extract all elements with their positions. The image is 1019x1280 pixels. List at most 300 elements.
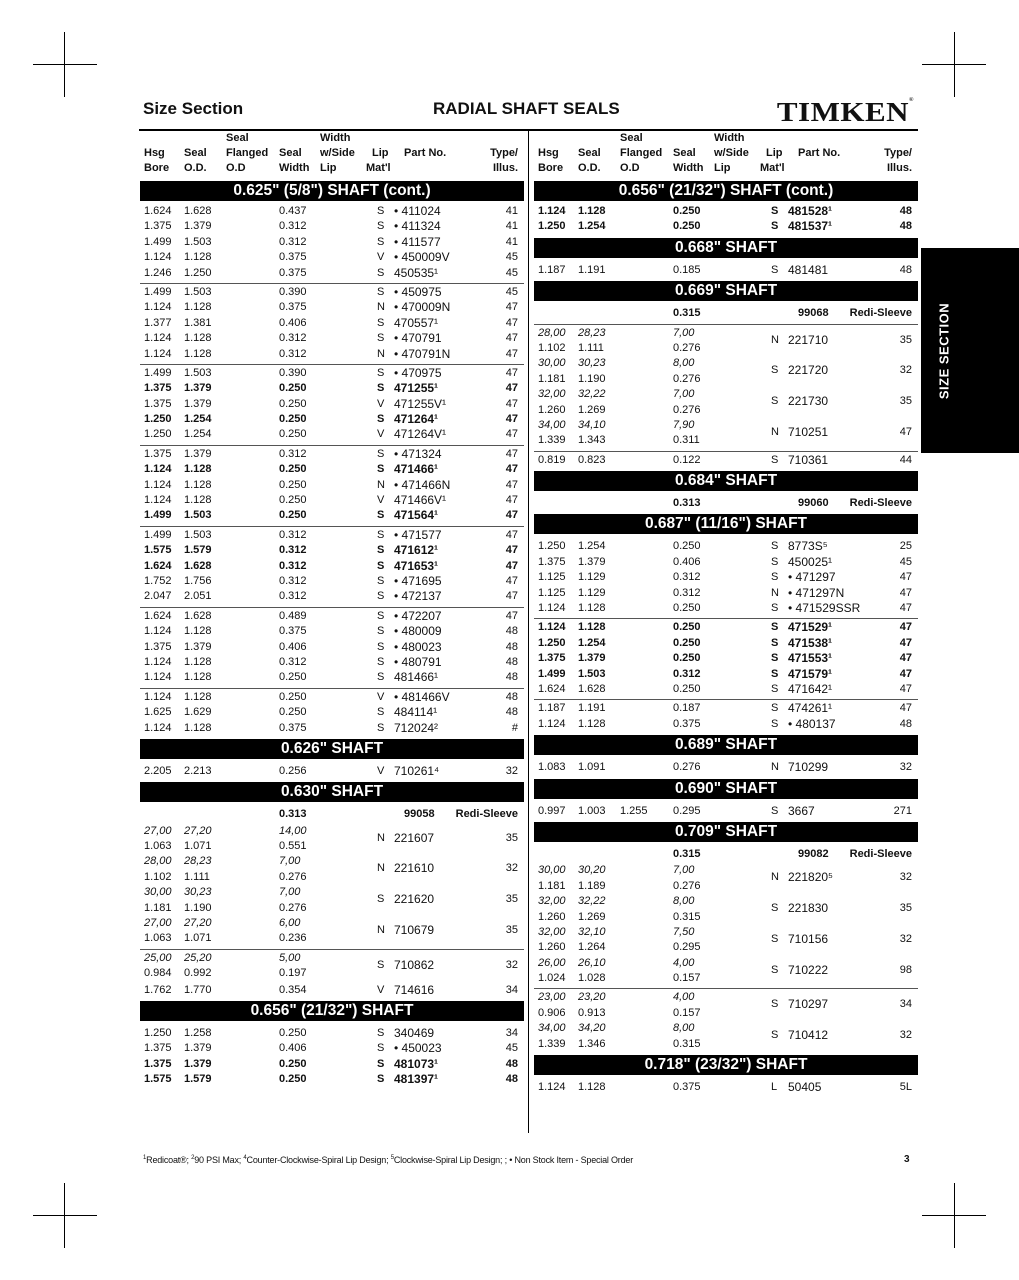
od-cell: 1.269 <box>578 910 606 923</box>
type-cell: 48 <box>505 625 518 638</box>
inch-row <box>534 372 918 387</box>
od-cell: 1.128 <box>184 251 212 264</box>
width-cell: 0.250 <box>673 602 701 615</box>
material-cell: S <box>771 555 779 568</box>
type-cell: 47 <box>505 397 518 410</box>
table-row <box>140 574 524 589</box>
part-number: 471612¹ <box>394 543 439 558</box>
shaft-band: 0.687" (11/16") SHAFT <box>534 514 918 534</box>
material-cell: S <box>771 636 779 649</box>
part-number: 471564¹ <box>394 508 439 523</box>
od-cell: 27,20 <box>184 917 212 930</box>
column-header <box>534 131 918 175</box>
width-cell: 0.185 <box>673 263 701 276</box>
width-cell: 0.406 <box>279 316 307 329</box>
od-cell: 1.346 <box>578 1037 606 1050</box>
table-row <box>140 250 524 265</box>
bore-cell: 30,00 <box>144 886 172 899</box>
row-group <box>140 526 524 605</box>
material-cell: V <box>377 764 385 777</box>
metric-row <box>534 990 918 1012</box>
bore-cell: 1.124 <box>538 205 566 217</box>
od-cell: 1.111 <box>184 870 210 883</box>
part-number: 471642¹ <box>788 681 833 696</box>
row-group <box>534 305 918 321</box>
type-cell: 47 <box>899 586 912 599</box>
width-cell: 0.276 <box>673 403 701 416</box>
od-cell: 1.254 <box>184 428 212 441</box>
od-cell: 1.343 <box>578 434 606 447</box>
side-tab-label: SIZE SECTION <box>936 302 952 400</box>
header-label: Lip <box>766 147 783 159</box>
crop-mark <box>954 32 955 97</box>
type-cell: 47 <box>899 602 912 615</box>
shaft-band: 0.690" SHAFT <box>534 779 918 799</box>
shaft-band: 0.630" SHAFT <box>140 782 524 802</box>
header-label: Flanged <box>226 147 269 159</box>
width-cell: 4,00 <box>673 956 695 969</box>
part-number: • 470009N <box>394 300 451 315</box>
bore-cell: 1.124 <box>144 463 172 476</box>
inch-row <box>534 1037 918 1052</box>
type-cell: 48 <box>505 690 518 703</box>
type-cell: 47 <box>505 574 518 587</box>
od-cell: 1.128 <box>578 621 606 634</box>
type-cell: Redi-Sleeve <box>455 808 518 821</box>
material-cell: S <box>377 671 385 684</box>
type-cell: 34 <box>505 1026 518 1039</box>
bore-cell: 1.063 <box>144 932 172 945</box>
part-number: • 480023 <box>394 639 442 654</box>
header-label: w/Side <box>714 147 749 159</box>
part-number: • 481466V <box>394 689 450 704</box>
part-number: • 411577 <box>394 234 441 249</box>
material-cell: S <box>377 544 385 557</box>
table-row <box>534 453 918 468</box>
od-cell: 30,20 <box>578 864 606 877</box>
material-cell: S <box>377 893 385 906</box>
bore-cell: 1.339 <box>538 434 566 447</box>
row-group <box>140 203 524 281</box>
material-cell: S <box>377 509 385 522</box>
od-cell: 1.128 <box>184 494 212 507</box>
width-cell: 0.250 <box>673 540 701 553</box>
width-cell: 0.311 <box>673 434 700 447</box>
bore-cell: 0.997 <box>538 804 566 817</box>
row-group <box>534 538 918 616</box>
width-cell: 0.250 <box>279 463 307 476</box>
shaft-band: 0.718" (23/32") SHAFT <box>534 1055 918 1075</box>
bore-cell: 1.250 <box>538 636 566 649</box>
redi-sleeve-row <box>534 496 918 511</box>
crop-mark <box>954 1183 955 1248</box>
header-label: Hsg <box>538 147 559 159</box>
od-cell: 1.628 <box>184 609 212 622</box>
header-label: O.D <box>226 162 246 174</box>
metric-row <box>140 824 524 845</box>
bore-cell: 1.260 <box>538 910 566 923</box>
row-group <box>140 688 524 736</box>
width-cell: 6,00 <box>279 917 301 930</box>
od-cell: 1.071 <box>184 932 212 945</box>
flanged-cell: 1.255 <box>620 804 648 817</box>
part-number: 221710 <box>788 332 829 347</box>
material-cell: S <box>377 640 385 653</box>
table-row <box>534 717 918 732</box>
header-label: Width <box>320 132 351 144</box>
column-divider <box>528 131 529 1133</box>
bore-cell: 1.124 <box>144 301 172 314</box>
width-cell: 5,00 <box>279 951 301 964</box>
row-group <box>534 618 918 697</box>
table-row <box>140 543 524 558</box>
bore-cell: 28,00 <box>538 326 566 339</box>
part-number: 470557¹ <box>394 315 439 330</box>
type-cell: 47 <box>899 621 912 634</box>
width-cell: 0.312 <box>279 332 307 345</box>
table-row <box>534 570 918 585</box>
type-cell: 47 <box>899 636 912 649</box>
type-cell: 47 <box>505 316 518 329</box>
type-cell: 271 <box>893 804 912 817</box>
table-row <box>140 1072 524 1087</box>
row-group <box>140 763 524 779</box>
crop-mark <box>33 1215 97 1216</box>
table-row <box>140 331 524 346</box>
material-cell: S <box>377 413 385 426</box>
part-number: 99068 <box>798 307 829 320</box>
material-cell: S <box>771 621 779 634</box>
part-number: 99058 <box>404 808 435 821</box>
od-cell: 1.191 <box>578 702 606 715</box>
bore-cell: 1.250 <box>538 540 566 553</box>
row-group <box>140 823 524 947</box>
material-cell: S <box>771 682 779 695</box>
od-cell: 1.128 <box>578 205 606 217</box>
part-number: 221830 <box>788 901 829 916</box>
table-row <box>140 764 524 779</box>
width-cell: 0.250 <box>279 397 307 410</box>
od-cell: 32,10 <box>578 925 606 938</box>
type-cell: 47 <box>505 509 518 522</box>
material-cell: S <box>377 463 385 476</box>
material-cell: N <box>377 862 385 875</box>
inch-row <box>534 433 918 448</box>
material-cell: S <box>377 1073 385 1086</box>
part-number: • 471529SSR <box>788 601 861 616</box>
type-cell: 32 <box>899 1029 912 1042</box>
header-label: Width <box>673 162 704 174</box>
type-cell: 47 <box>505 463 518 476</box>
part-number: 221620 <box>394 892 435 907</box>
width-cell: 0.250 <box>279 1073 307 1086</box>
width-cell: 7,50 <box>673 925 695 938</box>
part-number: 710261⁴ <box>394 763 440 778</box>
bore-cell: 1.125 <box>538 586 566 599</box>
part-number: 471653¹ <box>394 558 439 573</box>
part-number: 221610 <box>394 861 435 876</box>
od-cell: 1.191 <box>578 263 606 276</box>
od-cell: 30,23 <box>578 357 606 370</box>
od-cell: 1.129 <box>578 571 606 584</box>
row-group <box>534 988 918 1052</box>
part-number: • 472137 <box>394 589 442 604</box>
bore-cell: 1.124 <box>538 602 566 615</box>
inch-row <box>534 940 918 955</box>
type-cell: 41 <box>505 235 518 248</box>
part-number: 50405 <box>788 1080 822 1095</box>
bore-cell: 34,00 <box>538 1022 566 1035</box>
header-label: Seal <box>184 147 207 159</box>
width-cell: 0.295 <box>673 804 701 817</box>
bore-cell: 1.124 <box>144 721 172 734</box>
od-cell: 1.128 <box>184 690 212 703</box>
shaft-band: 0.684" SHAFT <box>534 471 918 491</box>
page-number: 3 <box>904 1154 910 1165</box>
table-row <box>534 651 918 666</box>
metric-row <box>534 326 918 347</box>
type-cell: 47 <box>505 428 518 441</box>
type-cell: 47 <box>505 478 518 491</box>
width-cell: 4,00 <box>673 991 695 1004</box>
material-cell: L <box>771 1081 778 1094</box>
bore-cell: 1.124 <box>144 655 172 668</box>
shaft-band: 0.669" SHAFT <box>534 281 918 301</box>
width-cell: 0.375 <box>279 301 307 314</box>
part-number: • 471297 <box>788 570 836 585</box>
type-cell: 5L <box>899 1081 912 1094</box>
part-number: • 480791 <box>394 654 442 669</box>
inch-row <box>140 839 524 854</box>
width-cell: 0.295 <box>673 941 701 954</box>
width-cell: 0.312 <box>279 220 307 233</box>
bore-cell: 1.375 <box>144 1057 172 1070</box>
part-number: • 450975 <box>394 284 442 299</box>
od-cell: 0.992 <box>184 967 212 980</box>
type-cell: 48 <box>899 220 912 233</box>
width-cell: 0.551 <box>279 840 307 853</box>
part-number: • 470975 <box>394 365 442 380</box>
header-label: Bore <box>144 162 170 174</box>
width-cell: 0.312 <box>279 544 307 557</box>
bore-cell: 23,00 <box>538 991 566 1004</box>
od-cell: 1.264 <box>578 941 606 954</box>
header-label: O.D. <box>184 162 207 174</box>
bore-cell: 25,00 <box>144 951 172 964</box>
row-group <box>140 364 524 443</box>
part-number: 450535¹ <box>394 265 439 280</box>
header-label: Bore <box>538 162 564 174</box>
shaft-band: 0.709" SHAFT <box>534 822 918 842</box>
header-label: Flanged <box>620 147 663 159</box>
table-row <box>140 447 524 462</box>
bore-cell: 1.499 <box>144 235 172 248</box>
bore-cell: 1.375 <box>144 397 172 410</box>
od-cell: 1.379 <box>184 1042 212 1055</box>
material-cell: S <box>377 316 385 329</box>
crop-mark <box>33 64 97 65</box>
width-cell: 0.406 <box>279 640 307 653</box>
inch-row <box>534 879 918 894</box>
material-cell: S <box>771 540 779 553</box>
width-cell: 0.276 <box>673 879 701 892</box>
part-number: 221730 <box>788 394 829 409</box>
bore-cell: 32,00 <box>538 925 566 938</box>
od-cell: 26,10 <box>578 956 606 969</box>
width-cell: 0.312 <box>673 586 701 599</box>
type-cell: 48 <box>505 1057 518 1070</box>
bore-cell: 1.375 <box>144 447 172 460</box>
od-cell: 0.823 <box>578 453 606 466</box>
od-cell: 1.770 <box>184 983 212 996</box>
type-cell: 47 <box>505 609 518 622</box>
part-number: 710297 <box>788 997 829 1012</box>
od-cell: 1.128 <box>184 347 212 360</box>
width-cell: 7,00 <box>673 864 695 877</box>
bore-cell: 1.377 <box>144 316 172 329</box>
width-cell: 0.236 <box>279 932 307 945</box>
od-cell: 1.128 <box>578 1081 606 1094</box>
od-cell: 1.128 <box>184 655 212 668</box>
table-row <box>140 366 524 381</box>
table-row <box>140 670 524 685</box>
table-row <box>534 804 918 819</box>
width-cell: 0.375 <box>279 625 307 638</box>
crop-mark <box>64 1183 65 1248</box>
type-cell: 35 <box>505 924 518 937</box>
table-row <box>140 397 524 412</box>
material-cell: S <box>377 958 385 971</box>
shaft-band: 0.656" (21/32") SHAFT (cont.) <box>534 181 918 201</box>
table-row <box>140 640 524 655</box>
bore-cell: 1.124 <box>538 717 566 730</box>
material-cell: S <box>377 382 385 395</box>
header-label: Seal <box>578 147 601 159</box>
width-cell: 0.250 <box>279 671 307 684</box>
material-cell: S <box>377 574 385 587</box>
table-row <box>140 690 524 705</box>
bore-cell: 30,00 <box>538 864 566 877</box>
width-cell: 0.187 <box>673 702 701 715</box>
table-row <box>140 493 524 508</box>
redi-sleeve-row <box>534 847 918 862</box>
type-cell: 47 <box>505 382 518 395</box>
od-cell: 1.128 <box>184 671 212 684</box>
table-row <box>140 589 524 604</box>
bore-cell: 0.984 <box>144 967 172 980</box>
table-row <box>534 682 918 697</box>
part-number: 340469 <box>394 1025 435 1040</box>
od-cell: 1.250 <box>184 266 212 279</box>
bore-cell: 1.124 <box>144 347 172 360</box>
type-cell: Redi-Sleeve <box>849 847 912 860</box>
part-number: • 472207 <box>394 608 442 623</box>
material-cell: N <box>771 871 779 884</box>
table-row <box>534 667 918 682</box>
table-row <box>534 204 918 219</box>
row-group <box>534 1079 918 1095</box>
table-row <box>140 721 524 736</box>
table-row <box>140 347 524 362</box>
shaft-band: 0.656" (21/32") SHAFT <box>140 1001 524 1021</box>
header-label: Type/ <box>884 147 912 159</box>
od-cell: 1.128 <box>184 301 212 314</box>
table-row <box>140 983 524 998</box>
material-cell: S <box>377 655 385 668</box>
bore-cell: 1.752 <box>144 574 172 587</box>
bore-cell: 1.762 <box>144 983 172 996</box>
width-cell: 7,00 <box>673 388 695 401</box>
bore-cell: 1.375 <box>144 220 172 233</box>
bore-cell: 1.125 <box>538 571 566 584</box>
part-number: 471529¹ <box>788 620 833 635</box>
type-cell: 45 <box>505 1042 518 1055</box>
bore-cell: 1.024 <box>538 972 566 985</box>
type-cell: 32 <box>899 871 912 884</box>
left-column <box>140 131 524 1088</box>
metric-row <box>534 863 918 885</box>
header-label: Illus. <box>886 162 912 174</box>
shaft-band: 0.689" SHAFT <box>534 735 918 755</box>
header-label: Part No. <box>798 147 841 159</box>
material-cell: V <box>377 690 385 703</box>
width-cell: 8,00 <box>673 1022 695 1035</box>
material-cell: S <box>377 205 385 217</box>
bore-cell: 1.124 <box>538 1081 566 1094</box>
table-row <box>140 266 524 281</box>
bore-cell: 1.102 <box>538 341 566 354</box>
type-cell: 48 <box>505 655 518 668</box>
type-cell: 34 <box>505 983 518 996</box>
row-group <box>534 451 918 468</box>
header-label: Lip <box>320 162 337 174</box>
od-cell: 1.756 <box>184 574 212 587</box>
type-cell: 35 <box>505 893 518 906</box>
material-cell: V <box>377 494 385 507</box>
width-cell: 0.406 <box>673 555 701 568</box>
type-cell: 34 <box>899 998 912 1011</box>
table-row <box>534 555 918 570</box>
header-label: Seal <box>620 132 643 144</box>
type-cell: 47 <box>505 494 518 507</box>
od-cell: 28,23 <box>184 855 212 868</box>
part-number: 710862 <box>394 957 435 972</box>
bore-cell: 1.187 <box>538 263 566 276</box>
width-cell: 0.256 <box>279 764 307 777</box>
material-cell: N <box>377 478 385 491</box>
width-cell: 0.122 <box>673 453 701 466</box>
material-cell: V <box>377 251 385 264</box>
part-number: 471538¹ <box>788 635 833 650</box>
part-number: • 411324 <box>394 219 441 234</box>
od-cell: 2.213 <box>184 764 212 777</box>
table-row <box>534 620 918 635</box>
bore-cell: 1.102 <box>144 870 172 883</box>
row-group <box>534 846 918 862</box>
width-cell: 0.375 <box>673 1081 701 1094</box>
bore-cell: 32,00 <box>538 895 566 908</box>
type-cell: 41 <box>505 220 518 233</box>
od-cell: 1.503 <box>184 285 212 298</box>
part-number: 474261¹ <box>788 701 833 716</box>
od-cell: 1.190 <box>184 901 212 914</box>
type-cell: 47 <box>505 528 518 541</box>
part-number: 481073¹ <box>394 1056 439 1071</box>
header-label: Mat'l <box>366 162 391 174</box>
od-cell: 25,20 <box>184 951 212 964</box>
material-cell: S <box>377 235 385 248</box>
width-cell: 0.375 <box>279 251 307 264</box>
